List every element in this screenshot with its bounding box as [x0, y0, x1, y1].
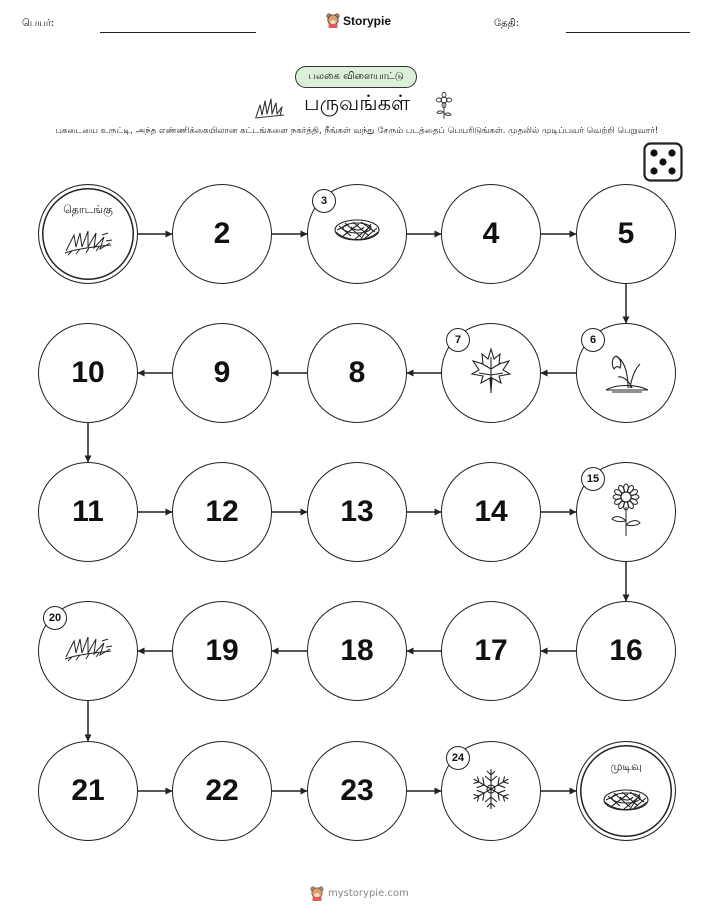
board-square-20[interactable] — [38, 601, 138, 701]
square-number: 11 — [72, 495, 104, 528]
square-number: 18 — [340, 634, 374, 667]
board-square-25[interactable] — [576, 741, 676, 841]
footer-site: mystorypie.com — [328, 888, 409, 899]
game-title: பருவங்கள் — [304, 91, 410, 115]
square-number: 4 — [482, 217, 500, 250]
board-square-13[interactable] — [307, 462, 407, 562]
snowflake-icon — [468, 766, 514, 816]
square-number-badge: 20 — [43, 606, 67, 630]
board-square-12[interactable] — [172, 462, 272, 562]
square-number: 9 — [213, 356, 231, 389]
square-number-badge: 15 — [581, 467, 605, 491]
board-square-8[interactable] — [307, 323, 407, 423]
date-label: தேதி: — [494, 18, 520, 29]
board-square-17[interactable] — [441, 601, 541, 701]
square-number: 17 — [474, 634, 508, 667]
footer — [310, 886, 409, 901]
board-square-6[interactable] — [576, 323, 676, 423]
board-square-22[interactable] — [172, 741, 272, 841]
snowdrop-icon — [602, 346, 650, 400]
board-square-14[interactable] — [441, 462, 541, 562]
board-square-24[interactable] — [441, 741, 541, 841]
maple-leaf-icon — [469, 347, 513, 399]
square-number-badge: 7 — [446, 328, 470, 352]
board-square-16[interactable] — [576, 601, 676, 701]
square-number: 10 — [71, 356, 105, 389]
geese-icon — [62, 631, 114, 671]
square-number: 14 — [474, 495, 508, 528]
square-number: 21 — [71, 774, 105, 807]
board-square-9[interactable] — [172, 323, 272, 423]
board-square-23[interactable] — [307, 741, 407, 841]
game-type-badge: பலகை விளையாட்டு — [295, 66, 417, 88]
board-square-7[interactable] — [441, 323, 541, 423]
board-square-1[interactable] — [38, 184, 138, 284]
name-label: பெயர்: — [22, 18, 55, 29]
brand-name: Storypie — [343, 13, 392, 28]
square-number-badge: 6 — [581, 328, 605, 352]
square-number-badge: 3 — [312, 189, 336, 213]
square-number: 12 — [205, 495, 239, 528]
end-label: முடிவு — [610, 760, 642, 773]
board-square-19[interactable] — [172, 601, 272, 701]
board-square-21[interactable] — [38, 741, 138, 841]
board-square-5[interactable] — [576, 184, 676, 284]
square-number: 13 — [340, 495, 374, 528]
sunflower-icon — [606, 483, 646, 541]
instructions: பகடையை உருட்டி, அந்த எண்ணிக்கையிலான கட்டங்களை நகர்த்தி, நீங்கள் வந்து சேரும் படத்தைப் பெயரிடுங்கள். முதலில் முடிப்பவர் வெற்றி பெறுவார்! — [55, 126, 659, 136]
square-number: 23 — [340, 774, 374, 807]
square-number: 2 — [213, 217, 231, 250]
square-number: 16 — [609, 634, 643, 667]
square-number: 19 — [205, 634, 239, 667]
board-square-10[interactable] — [38, 323, 138, 423]
board-square-15[interactable] — [576, 462, 676, 562]
square-number: 22 — [205, 774, 239, 807]
square-number: 8 — [348, 356, 366, 389]
start-label: தொடங்கு — [63, 203, 113, 216]
board-square-18[interactable] — [307, 601, 407, 701]
bear-mascot-icon — [310, 886, 324, 901]
board-square-11[interactable] — [38, 462, 138, 562]
board-square-4[interactable] — [441, 184, 541, 284]
square-number: 5 — [617, 217, 635, 250]
nest-icon — [600, 782, 652, 826]
board-square-2[interactable] — [172, 184, 272, 284]
geese-icon — [62, 225, 114, 265]
nest-icon — [331, 212, 383, 256]
square-number-badge: 24 — [446, 746, 470, 770]
board-square-3[interactable] — [307, 184, 407, 284]
